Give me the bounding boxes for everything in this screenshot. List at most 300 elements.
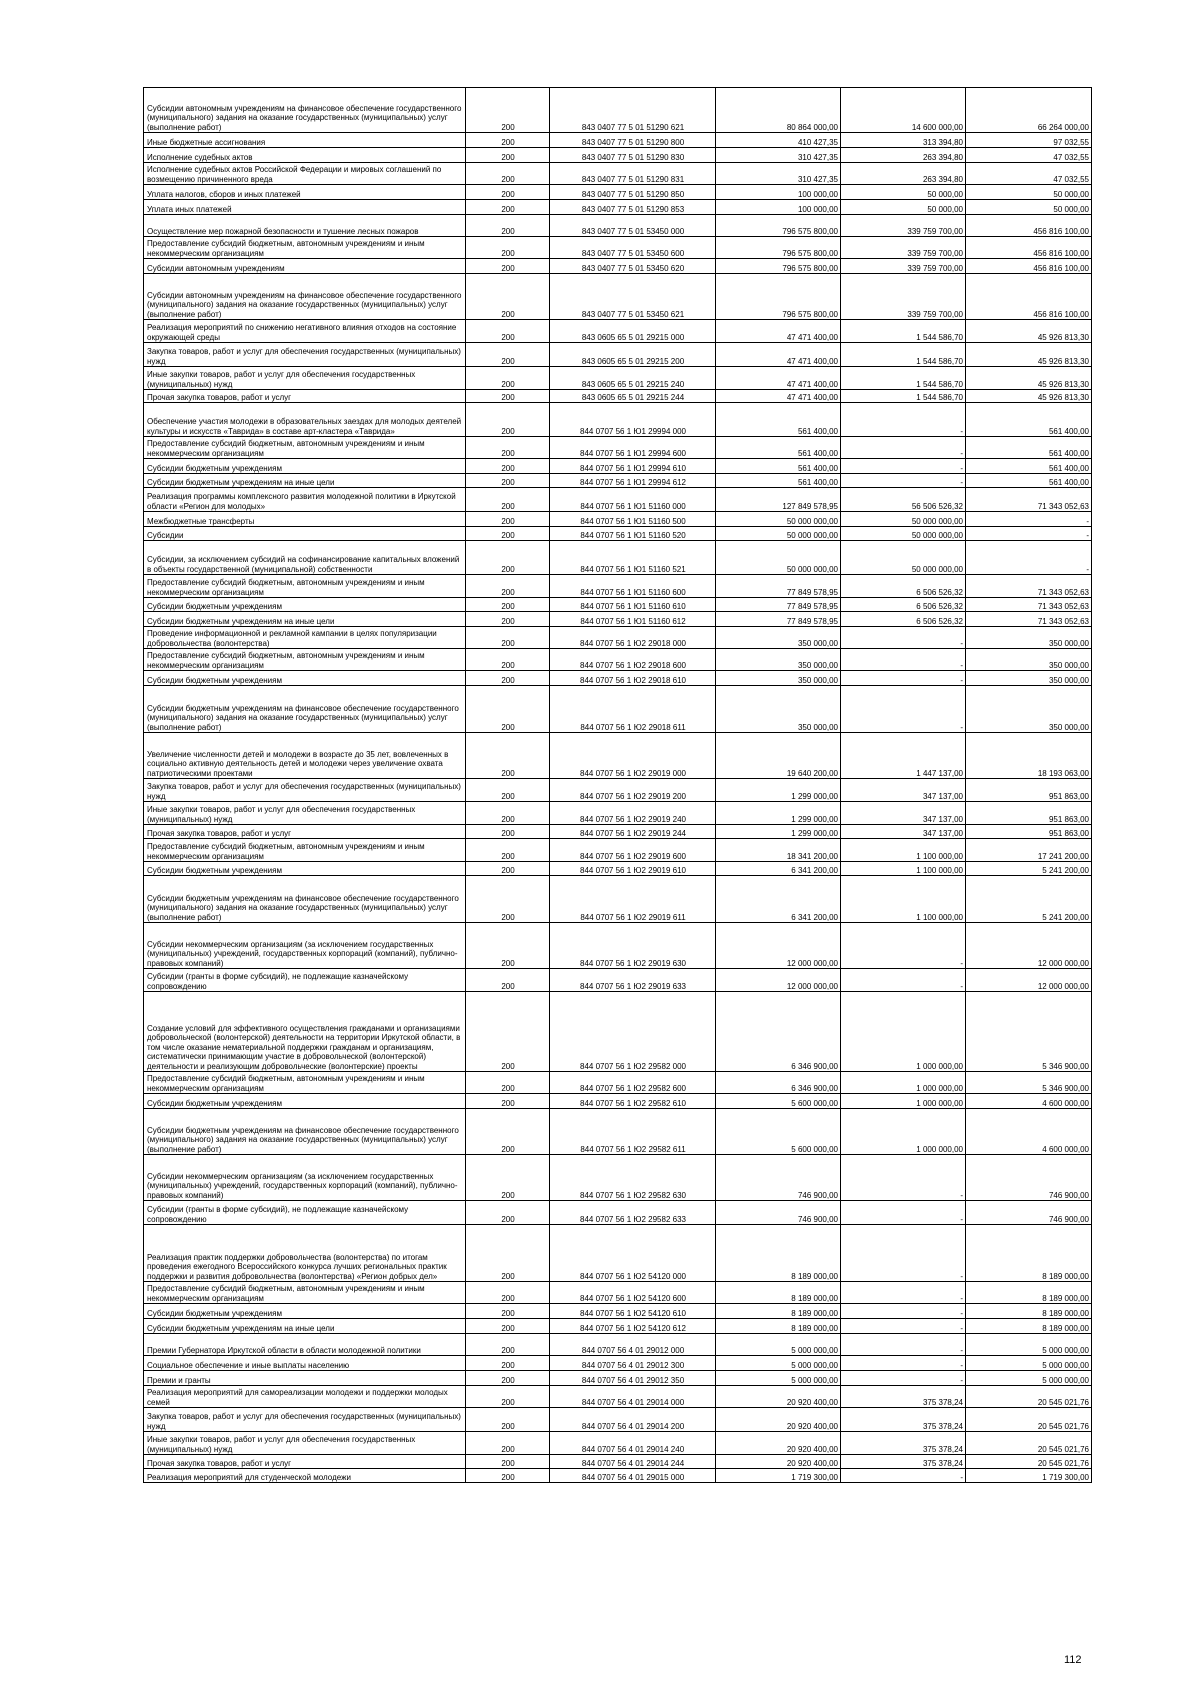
row-line-code: 200: [466, 512, 550, 527]
row-unexecuted-amount: 5 346 900,00: [966, 992, 1092, 1072]
table-row: [144, 876, 1092, 923]
row-approved-amount: 20 920 400,00: [716, 1408, 841, 1432]
row-approved-amount: 50 000 000,00: [716, 512, 841, 527]
row-line-code: 200: [466, 320, 550, 343]
table-row: [144, 1319, 1092, 1334]
row-approved-amount: 350 000,00: [716, 627, 841, 649]
row-line-code: 200: [466, 923, 550, 969]
row-line-code: 200: [466, 185, 550, 200]
table-row: [144, 1304, 1092, 1319]
row-line-code: 200: [466, 649, 550, 671]
row-unexecuted-amount: 71 343 052,63: [966, 488, 1092, 512]
table-row: [144, 733, 1092, 779]
row-name: Закупка товаров, работ и услуг для обеспечения государственных (муниципальных) нужд: [144, 1408, 466, 1432]
row-line-code: 200: [466, 1155, 550, 1201]
row-unexecuted-amount: 8 189 000,00: [966, 1225, 1092, 1282]
row-executed-amount: -: [841, 627, 966, 649]
row-unexecuted-amount: 45 926 813,30: [966, 343, 1092, 367]
row-executed-amount: -: [841, 649, 966, 671]
row-line-code: 200: [466, 627, 550, 649]
table-row: [144, 512, 1092, 527]
row-classification-code: 844 0707 56 4 01 29014 244: [550, 1455, 716, 1469]
row-executed-amount: -: [841, 437, 966, 459]
row-approved-amount: 410 427,35: [716, 133, 841, 148]
row-unexecuted-amount: 1 719 300,00: [966, 1469, 1092, 1483]
row-classification-code: 843 0407 77 5 01 51290 621: [550, 88, 716, 133]
table-row: [144, 1094, 1092, 1109]
row-line-code: 200: [466, 488, 550, 512]
row-executed-amount: 1 544 586,70: [841, 320, 966, 343]
table-row: [144, 1408, 1092, 1432]
row-line-code: 200: [466, 575, 550, 598]
row-line-code: 200: [466, 1356, 550, 1371]
row-name: Реализация практик поддержки добровольчества (волонтерства) по итогам проведения ежегодного Всероссийского конкурса лучших региональных практик поддержки и развития добровольчества (волонтерства) «Регион добрых дел»: [144, 1225, 466, 1282]
row-executed-amount: 375 378,24: [841, 1408, 966, 1432]
table-row: [144, 1282, 1092, 1304]
row-unexecuted-amount: 561 400,00: [966, 437, 1092, 459]
row-executed-amount: -: [841, 1371, 966, 1386]
row-line-code: 200: [466, 1432, 550, 1455]
row-name: Иные закупки товаров, работ и услуг для обеспечения государственных (муниципальных) нужд: [144, 367, 466, 390]
row-name: Прочая закупка товаров, работ и услуг: [144, 825, 466, 839]
row-line-code: 200: [466, 527, 550, 541]
table-row: [144, 862, 1092, 876]
row-classification-code: 844 0707 56 1 Ю1 29994 610: [550, 459, 716, 474]
row-classification-code: 843 0605 65 5 01 29215 244: [550, 390, 716, 403]
row-unexecuted-amount: 4 600 000,00: [966, 1109, 1092, 1155]
table-row: [144, 671, 1092, 686]
row-executed-amount: -: [841, 403, 966, 437]
row-unexecuted-amount: 71 343 052,63: [966, 598, 1092, 612]
row-line-code: 200: [466, 215, 550, 237]
row-executed-amount: 313 394,80: [841, 133, 966, 148]
table-row: [144, 1386, 1092, 1408]
table-row: [144, 839, 1092, 862]
row-unexecuted-amount: 456 816 100,00: [966, 274, 1092, 320]
row-name: Предоставление субсидий бюджетным, автономным учреждениям и иным некоммерческим организациям: [144, 649, 466, 671]
row-approved-amount: 796 575 800,00: [716, 274, 841, 320]
row-name: Социальное обеспечение и иные выплаты населению: [144, 1356, 466, 1371]
row-classification-code: 844 0707 56 1 Ю1 51160 000: [550, 488, 716, 512]
row-approved-amount: 5 600 000,00: [716, 1094, 841, 1109]
row-executed-amount: -: [841, 923, 966, 969]
row-unexecuted-amount: 5 346 900,00: [966, 1072, 1092, 1094]
row-unexecuted-amount: 951 863,00: [966, 825, 1092, 839]
row-approved-amount: 796 575 800,00: [716, 259, 841, 274]
row-name: Субсидии бюджетным учреждениям: [144, 1094, 466, 1109]
row-executed-amount: 347 137,00: [841, 802, 966, 825]
row-name: Предоставление субсидий бюджетным, автономным учреждениям и иным некоммерческим организациям: [144, 575, 466, 598]
row-unexecuted-amount: 50 000,00: [966, 200, 1092, 215]
row-name: Предоставление субсидий бюджетным, автономным учреждениям и иным некоммерческим организациям: [144, 237, 466, 259]
row-classification-code: 844 0707 56 1 Ю2 29019 611: [550, 876, 716, 923]
row-name: Субсидии, за исключением субсидий на софинансирование капитальных вложений в объекты государственной (муниципальной) собственности: [144, 541, 466, 575]
row-unexecuted-amount: 5 000 000,00: [966, 1371, 1092, 1386]
row-line-code: 200: [466, 474, 550, 488]
row-approved-amount: 100 000,00: [716, 200, 841, 215]
row-classification-code: 843 0605 65 5 01 29215 240: [550, 367, 716, 390]
row-name: Предоставление субсидий бюджетным, автономным учреждениям и иным некоммерческим организациям: [144, 1072, 466, 1094]
row-executed-amount: 375 378,24: [841, 1386, 966, 1408]
row-unexecuted-amount: 66 264 000,00: [966, 88, 1092, 133]
table-row: [144, 488, 1092, 512]
table-row: [144, 1072, 1092, 1094]
row-executed-amount: 339 759 700,00: [841, 237, 966, 259]
row-name: Субсидии автономным учреждениям на финансовое обеспечение государственного (муниципального) задания на оказание государственных (муниципальных) услуг (выполнение работ): [144, 88, 466, 133]
row-line-code: 200: [466, 733, 550, 779]
row-line-code: 200: [466, 1408, 550, 1432]
row-line-code: 200: [466, 876, 550, 923]
row-name: Субсидии бюджетным учреждениям на иные цели: [144, 474, 466, 488]
row-unexecuted-amount: 561 400,00: [966, 403, 1092, 437]
row-approved-amount: 310 427,35: [716, 163, 841, 185]
row-classification-code: 844 0707 56 1 Ю2 54120 612: [550, 1319, 716, 1334]
table-row: [144, 185, 1092, 200]
row-unexecuted-amount: 4 600 000,00: [966, 1094, 1092, 1109]
row-unexecuted-amount: 951 863,00: [966, 779, 1092, 802]
row-executed-amount: 375 378,24: [841, 1432, 966, 1455]
row-approved-amount: 20 920 400,00: [716, 1455, 841, 1469]
row-unexecuted-amount: 350 000,00: [966, 627, 1092, 649]
row-name: Увеличение численности детей и молодежи в возрасте до 35 лет, вовлеченных в социально активную деятельность детей и молодежи через увеличение охвата патриотическими проектами: [144, 733, 466, 779]
row-executed-amount: 375 378,24: [841, 1455, 966, 1469]
table-row: [144, 802, 1092, 825]
row-approved-amount: 50 000 000,00: [716, 527, 841, 541]
budget-table: [143, 87, 1092, 1483]
row-approved-amount: 8 189 000,00: [716, 1304, 841, 1319]
row-classification-code: 844 0707 56 1 Ю2 29582 600: [550, 1072, 716, 1094]
row-executed-amount: -: [841, 686, 966, 733]
row-line-code: 200: [466, 200, 550, 215]
row-approved-amount: 6 341 200,00: [716, 876, 841, 923]
row-executed-amount: 339 759 700,00: [841, 215, 966, 237]
row-approved-amount: 5 000 000,00: [716, 1334, 841, 1356]
row-unexecuted-amount: 17 241 200,00: [966, 839, 1092, 862]
row-unexecuted-amount: 8 189 000,00: [966, 1282, 1092, 1304]
row-executed-amount: 1 100 000,00: [841, 862, 966, 876]
row-approved-amount: 350 000,00: [716, 671, 841, 686]
row-line-code: 200: [466, 802, 550, 825]
row-approved-amount: 12 000 000,00: [716, 969, 841, 992]
table-row: [144, 274, 1092, 320]
row-line-code: 200: [466, 671, 550, 686]
row-name: Закупка товаров, работ и услуг для обеспечения государственных (муниципальных) нужд: [144, 343, 466, 367]
row-approved-amount: 561 400,00: [716, 459, 841, 474]
row-classification-code: 844 0707 56 1 Ю2 29019 244: [550, 825, 716, 839]
row-classification-code: 843 0407 77 5 01 51290 800: [550, 133, 716, 148]
row-unexecuted-amount: 50 000,00: [966, 185, 1092, 200]
row-approved-amount: 8 189 000,00: [716, 1319, 841, 1334]
row-classification-code: 844 0707 56 1 Ю1 51160 600: [550, 575, 716, 598]
table-row: [144, 1371, 1092, 1386]
row-line-code: 200: [466, 133, 550, 148]
row-classification-code: 844 0707 56 1 Ю2 29018 600: [550, 649, 716, 671]
row-executed-amount: 6 506 526,32: [841, 612, 966, 627]
row-approved-amount: 5 000 000,00: [716, 1356, 841, 1371]
row-name: Субсидии (гранты в форме субсидий), не подлежащие казначейскому сопровождению: [144, 969, 466, 992]
row-approved-amount: 350 000,00: [716, 686, 841, 733]
row-approved-amount: 6 346 900,00: [716, 1072, 841, 1094]
row-classification-code: 844 0707 56 1 Ю2 29018 610: [550, 671, 716, 686]
row-name: Реализация мероприятий по снижению негативного влияния отходов на состояние окружающей среды: [144, 320, 466, 343]
row-unexecuted-amount: 71 343 052,63: [966, 612, 1092, 627]
table-row: [144, 627, 1092, 649]
table-row: [144, 237, 1092, 259]
table-row: [144, 459, 1092, 474]
table-row: [144, 259, 1092, 274]
row-unexecuted-amount: 18 193 063,00: [966, 733, 1092, 779]
row-name: Субсидии бюджетным учреждениям: [144, 862, 466, 876]
table-row: [144, 148, 1092, 163]
row-line-code: 200: [466, 969, 550, 992]
row-unexecuted-amount: 456 816 100,00: [966, 259, 1092, 274]
table-row: [144, 320, 1092, 343]
row-executed-amount: -: [841, 1356, 966, 1371]
row-name: Субсидии бюджетным учреждениям на иные цели: [144, 1319, 466, 1334]
row-unexecuted-amount: 45 926 813,30: [966, 390, 1092, 403]
row-approved-amount: 561 400,00: [716, 474, 841, 488]
row-line-code: 200: [466, 148, 550, 163]
table-row: [144, 1455, 1092, 1469]
row-classification-code: 844 0707 56 1 Ю2 29582 633: [550, 1201, 716, 1225]
row-unexecuted-amount: 8 189 000,00: [966, 1319, 1092, 1334]
row-unexecuted-amount: 456 816 100,00: [966, 237, 1092, 259]
row-unexecuted-amount: 20 545 021,76: [966, 1432, 1092, 1455]
table-row: [144, 474, 1092, 488]
row-executed-amount: 1 544 586,70: [841, 390, 966, 403]
row-executed-amount: -: [841, 671, 966, 686]
row-classification-code: 844 0707 56 4 01 29014 200: [550, 1408, 716, 1432]
table-row: [144, 403, 1092, 437]
row-unexecuted-amount: 97 032,55: [966, 133, 1092, 148]
row-line-code: 200: [466, 839, 550, 862]
row-executed-amount: 14 600 000,00: [841, 88, 966, 133]
row-classification-code: 844 0707 56 1 Ю1 51160 610: [550, 598, 716, 612]
row-executed-amount: -: [841, 969, 966, 992]
row-approved-amount: 77 849 578,95: [716, 575, 841, 598]
row-name: Закупка товаров, работ и услуг для обеспечения государственных (муниципальных) нужд: [144, 779, 466, 802]
row-unexecuted-amount: 5 000 000,00: [966, 1334, 1092, 1356]
row-executed-amount: -: [841, 1225, 966, 1282]
row-line-code: 200: [466, 88, 550, 133]
row-name: Субсидии некоммерческим организациям (за исключением государственных (муниципальных) учреждений, государственных корпораций (компаний), публично-правовых компаний): [144, 923, 466, 969]
table-row: [144, 969, 1092, 992]
row-line-code: 200: [466, 459, 550, 474]
row-executed-amount: -: [841, 1155, 966, 1201]
table-row: [144, 200, 1092, 215]
row-unexecuted-amount: 20 545 021,76: [966, 1455, 1092, 1469]
table-row: [144, 343, 1092, 367]
row-approved-amount: 561 400,00: [716, 437, 841, 459]
row-executed-amount: -: [841, 1319, 966, 1334]
row-executed-amount: 263 394,80: [841, 148, 966, 163]
row-unexecuted-amount: 47 032,55: [966, 148, 1092, 163]
row-unexecuted-amount: 8 189 000,00: [966, 1304, 1092, 1319]
row-approved-amount: 561 400,00: [716, 403, 841, 437]
row-name: Субсидии автономным учреждениям: [144, 259, 466, 274]
row-approved-amount: 20 920 400,00: [716, 1386, 841, 1408]
row-executed-amount: 339 759 700,00: [841, 274, 966, 320]
row-line-code: 200: [466, 1371, 550, 1386]
row-unexecuted-amount: 71 343 052,63: [966, 575, 1092, 598]
row-approved-amount: 18 341 200,00: [716, 839, 841, 862]
row-name: Межбюджетные трансферты: [144, 512, 466, 527]
table-row: [144, 1469, 1092, 1483]
row-name: Прочая закупка товаров, работ и услуг: [144, 1455, 466, 1469]
row-unexecuted-amount: 20 545 021,76: [966, 1386, 1092, 1408]
row-executed-amount: 1 000 000,00: [841, 992, 966, 1072]
row-name: Уплата налогов, сборов и иных платежей: [144, 185, 466, 200]
table-row: [144, 1225, 1092, 1282]
row-classification-code: 844 0707 56 1 Ю1 51160 521: [550, 541, 716, 575]
row-line-code: 200: [466, 598, 550, 612]
row-approved-amount: 350 000,00: [716, 649, 841, 671]
row-name: Создание условий для эффективного осуществления гражданами и организациями добровольческой (волонтерской) деятельности на территории Иркутской области, в том числе оказание нематериальной поддержки гражданам и организациям, систематически принимающим участие в добровольческой (волонтерской) деятельности и реализующим добровольческие (волонтерские) проекты: [144, 992, 466, 1072]
row-classification-code: 844 0707 56 1 Ю2 29019 200: [550, 779, 716, 802]
table-row: [144, 992, 1092, 1072]
row-approved-amount: 6 346 900,00: [716, 992, 841, 1072]
row-classification-code: 843 0407 77 5 01 51290 830: [550, 148, 716, 163]
row-executed-amount: 1 447 137,00: [841, 733, 966, 779]
row-classification-code: 844 0707 56 4 01 29014 000: [550, 1386, 716, 1408]
row-name: Реализация мероприятий для самореализации молодежи и поддержки молодых семей: [144, 1386, 466, 1408]
row-classification-code: 844 0707 56 1 Ю1 29994 600: [550, 437, 716, 459]
row-approved-amount: 1 299 000,00: [716, 825, 841, 839]
row-unexecuted-amount: -: [966, 527, 1092, 541]
row-classification-code: 844 0707 56 1 Ю2 29019 600: [550, 839, 716, 862]
row-executed-amount: 56 506 526,32: [841, 488, 966, 512]
row-line-code: 200: [466, 163, 550, 185]
row-name: Предоставление субсидий бюджетным, автономным учреждениям и иным некоммерческим организациям: [144, 437, 466, 459]
table-row: [144, 825, 1092, 839]
row-classification-code: 844 0707 56 1 Ю1 29994 000: [550, 403, 716, 437]
row-unexecuted-amount: -: [966, 541, 1092, 575]
row-name: Субсидии: [144, 527, 466, 541]
row-classification-code: 843 0605 65 5 01 29215 000: [550, 320, 716, 343]
table-row: [144, 779, 1092, 802]
row-executed-amount: 6 506 526,32: [841, 598, 966, 612]
table-row: [144, 612, 1092, 627]
row-unexecuted-amount: 456 816 100,00: [966, 215, 1092, 237]
row-executed-amount: -: [841, 1201, 966, 1225]
row-executed-amount: 1 000 000,00: [841, 1109, 966, 1155]
table-row: [144, 923, 1092, 969]
row-line-code: 200: [466, 1282, 550, 1304]
row-line-code: 200: [466, 1334, 550, 1356]
row-name: Осуществление мер пожарной безопасности и тушение лесных пожаров: [144, 215, 466, 237]
row-name: Субсидии бюджетным учреждениям: [144, 1304, 466, 1319]
table-row: [144, 215, 1092, 237]
row-classification-code: 844 0707 56 1 Ю2 29019 630: [550, 923, 716, 969]
row-executed-amount: 1 100 000,00: [841, 876, 966, 923]
budget-table-body: [144, 88, 1092, 1483]
row-name: Субсидии бюджетным учреждениям: [144, 459, 466, 474]
row-executed-amount: 263 394,80: [841, 163, 966, 185]
row-executed-amount: -: [841, 1469, 966, 1483]
row-classification-code: 843 0407 77 5 01 53450 600: [550, 237, 716, 259]
row-classification-code: 844 0707 56 1 Ю2 29019 610: [550, 862, 716, 876]
row-unexecuted-amount: 5 000 000,00: [966, 1356, 1092, 1371]
row-unexecuted-amount: 5 241 200,00: [966, 876, 1092, 923]
row-name: Прочая закупка товаров, работ и услуг: [144, 390, 466, 403]
row-line-code: 200: [466, 779, 550, 802]
row-line-code: 200: [466, 612, 550, 627]
row-unexecuted-amount: 951 863,00: [966, 802, 1092, 825]
table-row: [144, 437, 1092, 459]
row-line-code: 200: [466, 1109, 550, 1155]
row-classification-code: 844 0707 56 1 Ю2 54120 000: [550, 1225, 716, 1282]
row-line-code: 200: [466, 1225, 550, 1282]
row-name: Предоставление субсидий бюджетным, автономным учреждениям и иным некоммерческим организациям: [144, 1282, 466, 1304]
row-line-code: 200: [466, 259, 550, 274]
row-classification-code: 844 0707 56 1 Ю2 29018 000: [550, 627, 716, 649]
row-line-code: 200: [466, 992, 550, 1072]
row-classification-code: 844 0707 56 4 01 29014 240: [550, 1432, 716, 1455]
row-classification-code: 844 0707 56 4 01 29015 000: [550, 1469, 716, 1483]
table-row: [144, 649, 1092, 671]
table-row: [144, 1356, 1092, 1371]
row-executed-amount: -: [841, 1334, 966, 1356]
row-unexecuted-amount: 47 032,55: [966, 163, 1092, 185]
row-unexecuted-amount: 350 000,00: [966, 671, 1092, 686]
row-approved-amount: 8 189 000,00: [716, 1282, 841, 1304]
row-classification-code: 844 0707 56 1 Ю2 29019 000: [550, 733, 716, 779]
row-classification-code: 844 0707 56 1 Ю2 29582 630: [550, 1155, 716, 1201]
row-approved-amount: 746 900,00: [716, 1201, 841, 1225]
row-executed-amount: 1 544 586,70: [841, 367, 966, 390]
row-classification-code: 843 0407 77 5 01 53450 000: [550, 215, 716, 237]
row-unexecuted-amount: 561 400,00: [966, 459, 1092, 474]
row-classification-code: 843 0407 77 5 01 51290 831: [550, 163, 716, 185]
row-unexecuted-amount: 12 000 000,00: [966, 969, 1092, 992]
row-line-code: 200: [466, 274, 550, 320]
row-approved-amount: 310 427,35: [716, 148, 841, 163]
row-line-code: 200: [466, 403, 550, 437]
row-classification-code: 844 0707 56 1 Ю2 29582 611: [550, 1109, 716, 1155]
table-row: [144, 133, 1092, 148]
row-name: Иные бюджетные ассигнования: [144, 133, 466, 148]
row-classification-code: 843 0407 77 5 01 53450 621: [550, 274, 716, 320]
row-line-code: 200: [466, 541, 550, 575]
row-unexecuted-amount: 746 900,00: [966, 1201, 1092, 1225]
row-classification-code: 844 0707 56 1 Ю2 29582 000: [550, 992, 716, 1072]
row-unexecuted-amount: 45 926 813,30: [966, 320, 1092, 343]
row-line-code: 200: [466, 825, 550, 839]
row-name: Субсидии бюджетным учреждениям: [144, 598, 466, 612]
row-line-code: 200: [466, 1094, 550, 1109]
row-unexecuted-amount: 746 900,00: [966, 1155, 1092, 1201]
row-approved-amount: 1 299 000,00: [716, 779, 841, 802]
row-name: Реализация программы комплексного развития молодежной политики в Иркутской области «Регион для молодых»: [144, 488, 466, 512]
row-name: Премии Губернатора Иркутской области в области молодежной политики: [144, 1334, 466, 1356]
row-name: Иные закупки товаров, работ и услуг для обеспечения государственных (муниципальных) нужд: [144, 1432, 466, 1455]
row-name: Иные закупки товаров, работ и услуг для обеспечения государственных (муниципальных) нужд: [144, 802, 466, 825]
row-classification-code: 844 0707 56 4 01 29012 300: [550, 1356, 716, 1371]
row-approved-amount: 80 864 000,00: [716, 88, 841, 133]
table-row: [144, 527, 1092, 541]
row-classification-code: 843 0407 77 5 01 51290 850: [550, 185, 716, 200]
row-approved-amount: 796 575 800,00: [716, 215, 841, 237]
row-name: Предоставление субсидий бюджетным, автономным учреждениям и иным некоммерческим организациям: [144, 839, 466, 862]
row-line-code: 200: [466, 1201, 550, 1225]
row-approved-amount: 47 471 400,00: [716, 390, 841, 403]
row-classification-code: 844 0707 56 1 Ю1 51160 520: [550, 527, 716, 541]
row-executed-amount: 1 100 000,00: [841, 839, 966, 862]
page-number: 112: [1064, 1654, 1082, 1666]
row-classification-code: 844 0707 56 4 01 29012 350: [550, 1371, 716, 1386]
row-name: Проведение информационной и рекламной кампании в целях популяризации добровольчества (волонтерства): [144, 627, 466, 649]
table-row: [144, 541, 1092, 575]
